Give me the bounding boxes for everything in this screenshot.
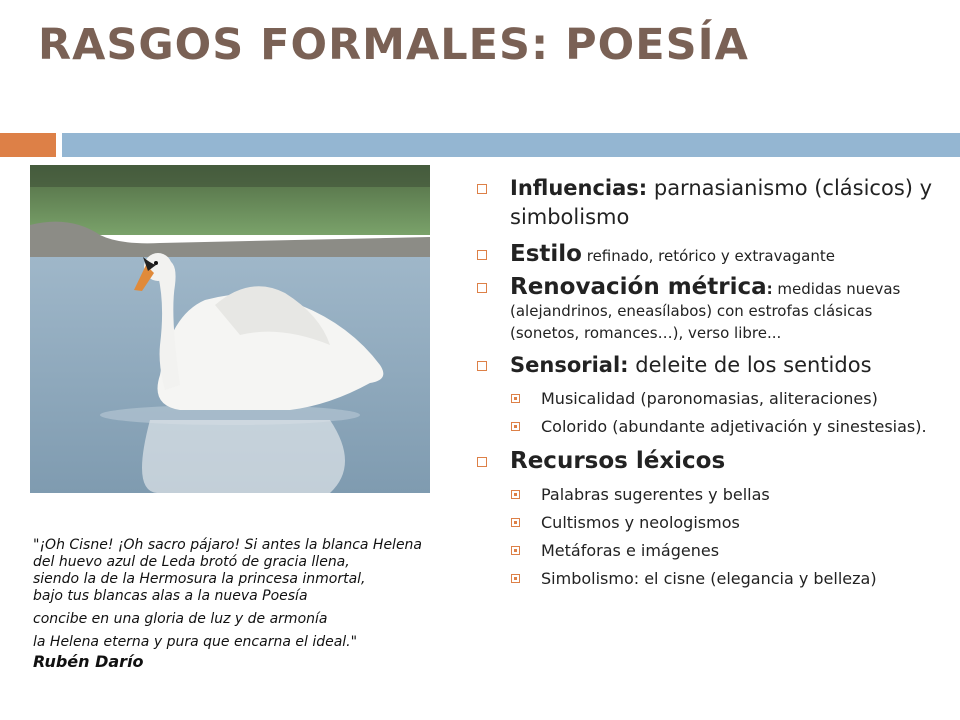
bullet-marker-icon — [477, 250, 487, 260]
bullet-colon: : — [766, 280, 773, 298]
quote-line: siendo la de la Hermosura la princesa inmortal, — [33, 571, 366, 587]
quote-line: bajo tus blancas alas a la nueva Poesía — [33, 588, 308, 604]
bullet-influencias — [475, 174, 945, 232]
sub-bullet-marker-icon — [511, 518, 520, 527]
accent-bar-blue — [62, 133, 960, 157]
sub-bullet-text: Colorido (abundante adjetivación y sinestesias). — [541, 417, 927, 436]
sub-bullet-text: Metáforas e imágenes — [541, 541, 720, 560]
quote-line: del huevo azul de Leda brotó de gracia llena, — [33, 554, 350, 570]
bullet-marker-icon — [477, 283, 487, 293]
sub-bullet-text: Cultismos y neologismos — [541, 513, 740, 532]
sub-bullet — [475, 512, 945, 533]
darío-quote — [33, 537, 443, 670]
bullet-estilo — [475, 240, 945, 269]
sub-bullet-text: Musicalidad (paronomasias, aliteraciones) — [541, 389, 878, 408]
bullet-renovacion — [475, 274, 945, 343]
sub-bullet-marker-icon — [511, 546, 520, 555]
bullet-marker-icon — [477, 184, 487, 194]
quote-line: "¡Oh Cisne! ¡Oh sacro pájaro! Si antes la blanca Helena — [33, 537, 423, 553]
bullet-marker-icon — [477, 457, 487, 467]
quote-line: concibe en una gloria de luz y de armonía — [33, 611, 328, 627]
bullet-heading: Estilo — [510, 241, 582, 267]
bullet-text: deleite de los sentidos — [628, 353, 872, 377]
accent-bar-orange — [0, 133, 56, 157]
sub-bullet-text: Palabras sugerentes y bellas — [541, 485, 770, 504]
sub-bullet-text: Simbolismo: el cisne (elegancia y belleza) — [541, 569, 877, 588]
bullet-recursos — [475, 447, 945, 476]
bullet-heading: Renovación métrica — [510, 274, 767, 300]
bullet-marker-icon — [477, 361, 487, 371]
bullet-text: refinado, retórico y extravagante — [581, 247, 835, 265]
sub-bullet — [475, 484, 945, 505]
bullet-text: medidas nuevas (alejandrinos, eneasílabos) con estrofas clásicas (sonetos, romances…), verso libre... — [510, 280, 901, 342]
sub-bullet-marker-icon — [511, 490, 520, 499]
sub-bullet — [475, 388, 945, 409]
bullet-list — [475, 174, 945, 596]
sub-bullet-marker-icon — [511, 422, 520, 431]
slide-title: RASGOS FORMALES: POESÍA — [38, 20, 749, 70]
bullet-heading: Recursos léxicos — [510, 448, 726, 474]
swan-photo — [30, 165, 430, 493]
bullet-sensorial — [475, 351, 945, 380]
bullet-heading: Sensorial: — [510, 353, 629, 377]
quote-author: Rubén Darío — [33, 652, 144, 671]
sub-bullet — [475, 416, 945, 437]
sub-bullet-marker-icon — [511, 574, 520, 583]
bullet-heading: Influencias: — [510, 176, 648, 200]
bullet-text: parnasianismo (clásicos) y simbolismo — [510, 176, 933, 229]
sub-bullet-marker-icon — [511, 394, 520, 403]
sub-bullet — [475, 568, 945, 589]
quote-line: la Helena eterna y pura que encarna el ideal." — [33, 634, 358, 650]
sub-bullet — [475, 540, 945, 561]
